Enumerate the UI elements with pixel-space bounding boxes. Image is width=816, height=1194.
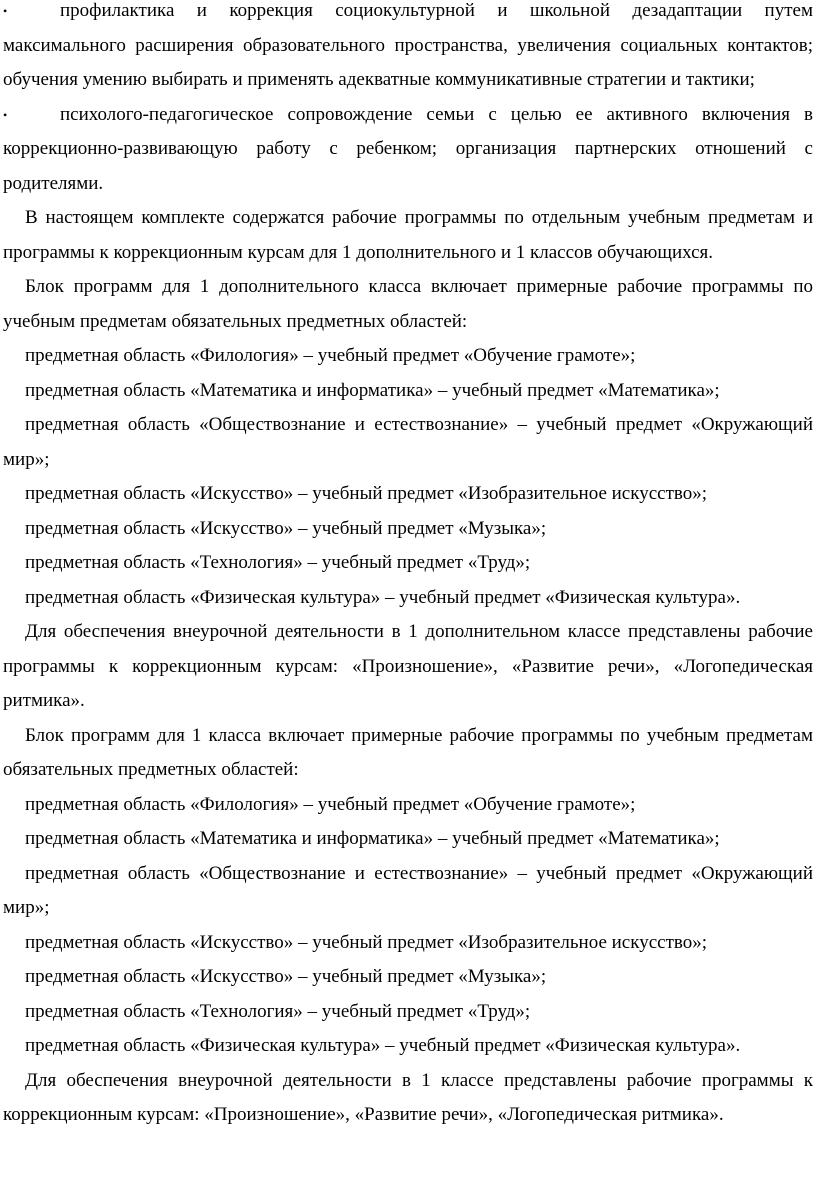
bullet-marker: • [3, 107, 8, 122]
bullet-text: профилактика и коррекция социокультурной и школьной дезадаптации путем максимального расширения образовательного пространства, увеличения социальных контактов; обучения умению выбирать и применять адекватные коммуникативные стратегии и тактики; [3, 0, 813, 90]
subject-line: предметная область «Технология» – учебный предмет «Труд»; [25, 552, 531, 573]
paragraph: Для обеспечения внеурочной деятельности в 1 дополнительном классе представлены рабочие программы к коррекционным курсам: «Произношение», «Развитие речи», «Логопедическая ритмика». [3, 621, 813, 711]
subject-line: предметная область «Искусство» – учебный предмет «Музыка»; [25, 517, 547, 539]
subject-line: предметная область «Искусство» – учебный предмет «Изобразительное искусство»; [25, 931, 707, 953]
subject-line: предметная область «Искусство» – учебный предмет «Музыка»; [25, 966, 547, 987]
bullet-item [3, 98, 813, 202]
subject-line: предметная область «Физическая культура» – учебный предмет «Физическая культура». [25, 1035, 741, 1056]
subject-line: предметная область «Обществознание и естествознание» – учебный предмет «Окружающий мир»; [3, 414, 813, 470]
paragraph: Блок программ для 1 дополнительного класса включает примерные рабочие программы по учебным предметам обязательных предметных областей: [3, 276, 813, 332]
subject-line: предметная область «Технология» – учебный предмет «Труд»; [25, 1000, 531, 1022]
subject-line: предметная область «Обществознание и естествознание» – учебный предмет «Окружающий мир»; [3, 862, 813, 918]
paragraph: Блок программ для 1 класса включает примерные рабочие программы по учебным предметам обязательных предметных областей: [3, 724, 813, 780]
subject-line: предметная область «Физическая культура» – учебный предмет «Физическая культура». [25, 586, 741, 608]
paragraph: В настоящем комплекте содержатся рабочие программы по отдельным учебным предметам и программы к коррекционным курсам для 1 дополнительного и 1 классов обучающихся. [3, 207, 813, 263]
paragraph: Для обеспечения внеурочной деятельности в 1 классе представлены рабочие программы к коррекционным курсам: «Произношение», «Развитие речи», «Логопедическая ритмика». [3, 1069, 813, 1125]
subject-line: предметная область «Филология» – учебный предмет «Обучение грамоте»; [25, 793, 636, 815]
bullet-item [3, 0, 813, 98]
subject-line: предметная область «Филология» – учебный предмет «Обучение грамоте»; [25, 345, 636, 366]
subject-line: предметная область «Математика и информатика» – учебный предмет «Математика»; [25, 828, 720, 849]
subject-line: предметная область «Математика и информатика» – учебный предмет «Математика»; [25, 379, 720, 401]
subject-line: предметная область «Искусство» – учебный предмет «Изобразительное искусство»; [25, 483, 707, 504]
bullet-marker: • [3, 4, 8, 18]
bullet-text: психолого-педагогическое сопровождение семьи с целью ее активного включения в коррекционно-развивающую работу с ребенком; организация партнерских отношений с родителями. [3, 103, 813, 194]
